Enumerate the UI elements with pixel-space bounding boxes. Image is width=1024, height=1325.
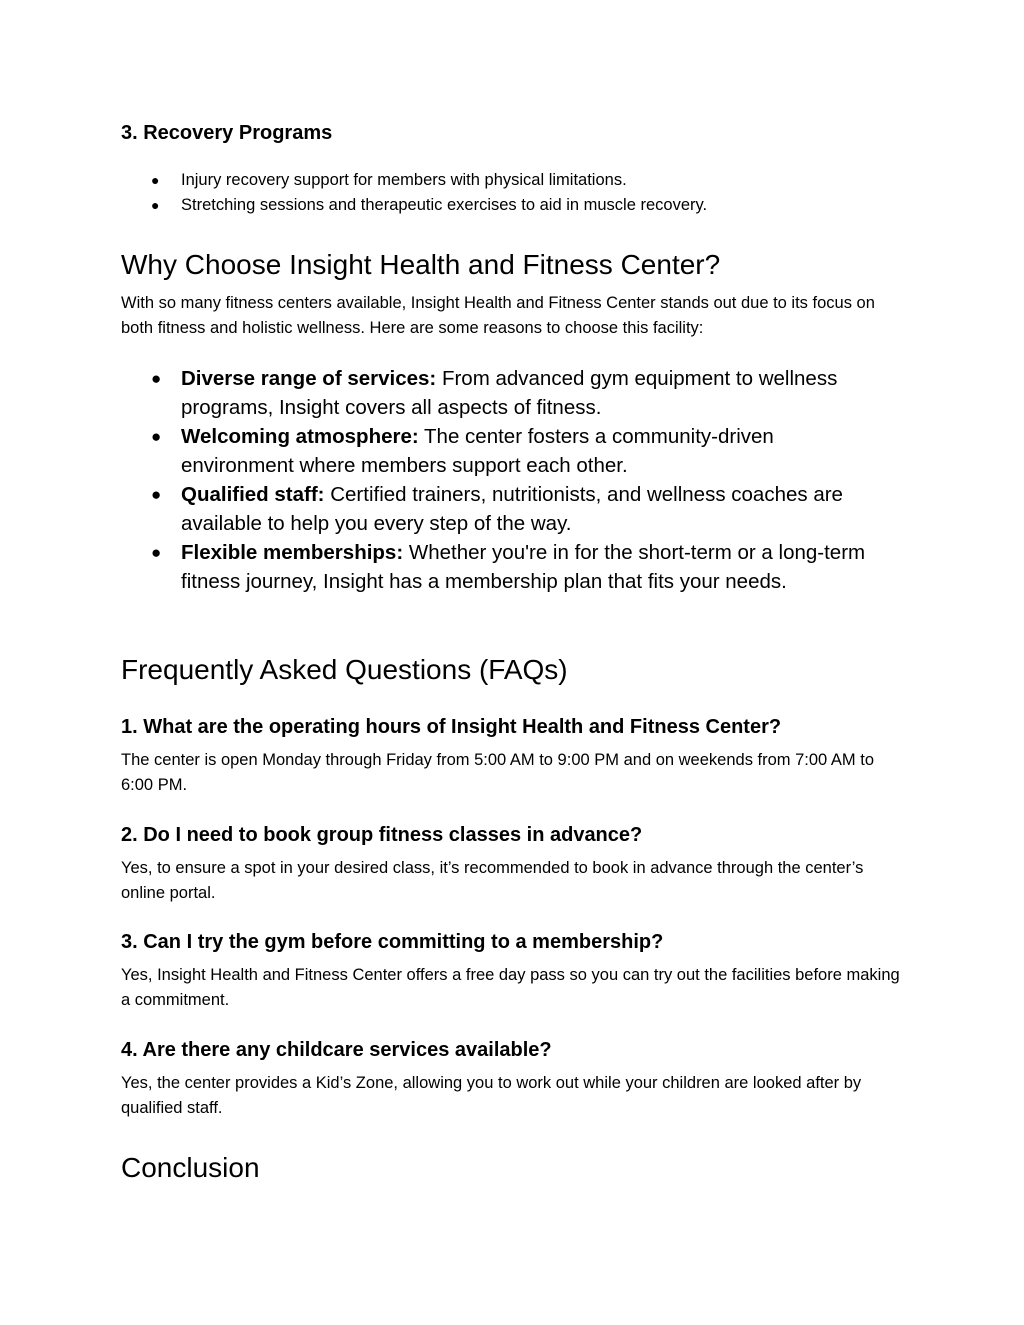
list-item: [151, 422, 891, 480]
why-choose-heading: Why Choose Insight Health and Fitness Center?: [121, 249, 721, 280]
list-item-label: Diverse range of services:: [181, 367, 437, 390]
list-item-text: Whether you're in for the short-term or a long-term fitness journey, Insight has a membership plan that fits your needs.: [181, 541, 866, 593]
list-item: [151, 193, 911, 218]
recovery-programs-heading: 3. Recovery Programs: [121, 122, 333, 144]
list-item: [151, 364, 891, 422]
faq-answer: Yes, to ensure a spot in your desired class, it’s recommended to book in advance through the center’s online portal.: [121, 859, 864, 902]
list-item-text: From advanced gym equipment to wellness programs, Insight covers all aspects of fitness.: [181, 367, 838, 419]
bullet-icon: ●: [151, 427, 162, 446]
list-item-text: Certified trainers, nutritionists, and wellness coaches are available to help you every step of the way.: [181, 483, 843, 535]
list-item: [151, 168, 911, 193]
bullet-icon: ●: [151, 543, 162, 562]
list-item: [151, 538, 891, 596]
bullet-icon: ●: [151, 172, 160, 188]
faq-answer: The center is open Monday through Friday from 5:00 AM to 9:00 PM and on weekends from 7:00 AM to 6:00 PM.: [121, 751, 874, 794]
faq-answer: Yes, Insight Health and Fitness Center offers a free day pass so you can try out the facilities before making a commitment.: [121, 966, 900, 1009]
faq-question: 4. Are there any childcare services available?: [121, 1039, 552, 1061]
faqs-heading: Frequently Asked Questions (FAQs): [121, 654, 568, 685]
list-item-label: Qualified staff:: [181, 483, 325, 506]
bullet-icon: ●: [151, 196, 160, 213]
recovery-programs-list: [151, 168, 911, 217]
faq-answer: Yes, the center provides a Kid’s Zone, allowing you to work out while your children are looked after by qualified staff.: [121, 1074, 862, 1117]
faq-question: 1. What are the operating hours of Insight Health and Fitness Center?: [121, 716, 782, 738]
list-item-text: The center fosters a community-driven environment where members support each other.: [181, 425, 774, 477]
list-item-label: Welcoming atmosphere:: [181, 425, 419, 448]
conclusion-heading: Conclusion: [121, 1152, 260, 1183]
why-choose-intro: With so many fitness centers available, Insight Health and Fitness Center stands out due to its focus on both fitness and holistic wellness. Here are some reasons to choose this facility:: [121, 294, 875, 337]
faq-question: 2. Do I need to book group fitness classes in advance?: [121, 824, 643, 846]
list-item: [151, 480, 891, 538]
bullet-icon: ●: [151, 485, 162, 504]
why-choose-list: [151, 364, 891, 596]
bullet-icon: ●: [151, 369, 162, 388]
list-item-text: Injury recovery support for members with physical limitations.: [181, 171, 627, 189]
list-item-text: Stretching sessions and therapeutic exercises to aid in muscle recovery.: [181, 195, 708, 214]
list-item-label: Flexible memberships:: [181, 541, 404, 564]
faq-question: 3. Can I try the gym before committing to a membership?: [121, 931, 664, 953]
